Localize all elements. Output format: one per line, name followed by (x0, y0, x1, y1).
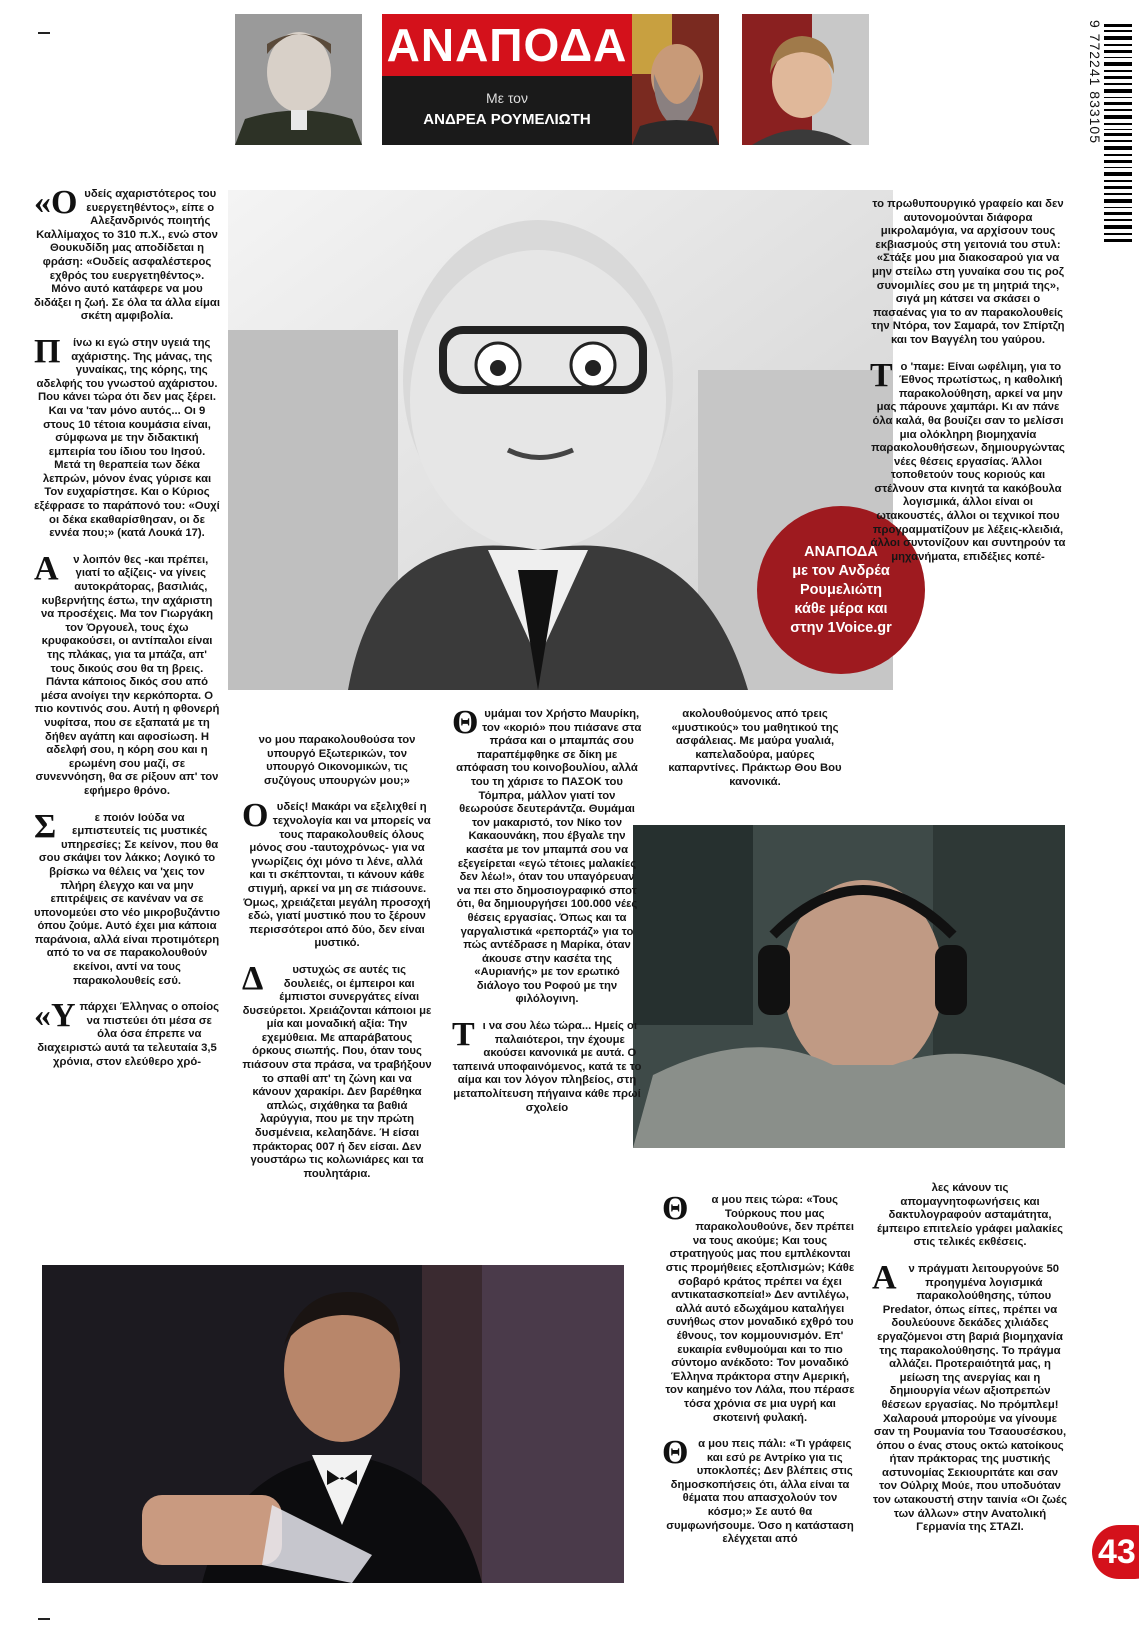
author-photo (632, 14, 719, 145)
paragraph-text: ν πράγματι λειτουργούνε 50 προηγμένα λογισμικά παρακολούθησης, τύπου Predator, όπως είπες, πρέπει να δουλεύουνε δεκάδες χιλιάδες εργαζόμενοι στη βαριά βιομηχανία της παρακολούθησης. Το πράγμα αλλάζει. Προτεραιότητά μας, η μείωση της ανεργίας και η δημιουργία νέων αξιοπρεπών θέσεων εργασίας. Νο πρόμπλεμ! Χαλαρουά μπορούμε να γίνουμε σαν τη Ρουμανία του Τσαουσέσκου, όπου ο ένας στους οκτώ κατοίκους ήταν πράκτορας της μυστικής αστυνομίας Σεκιουριτάτε και σαν τον Ούλριχ Μούε, που υποδυόταν τον ωτακουστή στην ταινία «Οι ζωές των άλλων» στην Ανατολική Γερμανία της ΣΤΑΖΙ. (873, 1262, 1067, 1534)
header-photo-left (235, 14, 362, 145)
column-header (382, 14, 719, 145)
article-column-5 (870, 198, 1066, 564)
paragraph (34, 997, 220, 1069)
drop-cap: «Υ (34, 997, 76, 1035)
paragraph (34, 807, 220, 989)
header-photo-right (742, 14, 869, 145)
promo-line: κάθε μέρα και (794, 600, 888, 617)
article-column-1 (34, 184, 220, 1069)
paragraph (34, 184, 220, 324)
paragraph-text: υδείς! Μακάρι να εξελιχθεί η τεχνολογία και να μπορείς να τους παρακολουθείς όλους μόνος σου -ταυτοχρόνως- για να γνωρίζεις όχι μόνο τι λένε, αλλά και τι σκέπτονται, τι κάνουν κάθε στιγμή, αρκεί να μη σε πιάσουνε. Όμως, χρειάζεται μεγάλη προσοχή εδώ, γιατί μυστικό που το ξέρουν περισσότεροι από δύο, δεν είναι μυστικό. (243, 801, 431, 950)
paragraph-text: το πρωθυπουργικό γραφείο και δεν αυτονομούνται διάφορα μικρολαμόγια, να αρχίσουν τους εκβιασμούς στη γειτονιά του στυλ: «Στάξε μου μια διακοσαρού για να μην στείλω στη γυναίκα σου τις ροζ συνομιλίες σου με τη μητριά της», σιγά μη κάτσει να σκάσει ο πασαένας για το αν παρακολουθείς την Ντόρα, τον Σαμαρά, τον Σπίρτζη και τον Βαγγέλη του γαύρου. (871, 198, 1065, 346)
paragraph-text: λες κάνουν τις απομαγνητοφωνήσεις και δακτυλογραφούν ασταμάτητα, έμπειρο επιτελείο γράφει μαλακίες στις τελικές εκθέσεις. (876, 1182, 1064, 1249)
paragraph-text: υστυχώς σε αυτές τις δουλειές, οι έμπειροι και έμπιστοι συνεργάτες είναι δυσεύρετοι. Χρειάζονται κάποιοι με μία και μοναδική αξία: Την εχεμύθεια. Με απαράβατους όρκους σιωπής. Που, όταν τους πιάσουν στα πράσα, να τραβήξουν το σπαθί απ' τη ζώνη και να κάνουν χαρακίρι. Δεν βαρέθηκα απλώς, σιχάθηκα τα βαθιά λαρύγγια, που με την πρώτη δυσμένεια, κελαηδάνε. Ή είσαι πράκτορας 007 ή δεν είσαι. Δεν γουστάρω τις κολωνιάρες και τα πουλητάρια. (242, 963, 432, 1180)
photo-man-with-headphones (633, 825, 1065, 1148)
paragraph-text: ο 'παμε: Είναι ωφέλιμη, για το Έθνος πρωτίστως, η καθολική παρακολούθηση, αρκεί να μην μας πάρουνε χαμπάρι. Κι αν πάνε όλα καλά, θα βουίζει σαν το μελίσσι μια ολόκληρη βιομηχανία παρακολουθήσεων, δημιουργώντας νέες θέσεις εργασίας. Άλλοι τοποθετούν τους κοριούς και στέλνουν στα κινητά τα κακόβουλα λογισμικά, άλλοι είναι οι ωτακουστές, άλλοι οι τεχνικοί που προγραμματίζουν με λέξεις-κλειδιά, άλλοι συντονίζουν και συντηρούν τα μηχανήματα, επιδέξιες κοπέ- (870, 360, 1066, 563)
paragraph (662, 1190, 858, 1425)
paragraph (660, 708, 850, 790)
drop-cap: Θ (662, 1190, 689, 1227)
article-column-7 (872, 1182, 1068, 1535)
drop-cap: Θ (662, 1434, 689, 1472)
drop-cap: Τ (870, 356, 893, 394)
article-column-4 (660, 708, 850, 790)
article-column-6 (662, 1190, 858, 1547)
page-number: 43 (1092, 1525, 1139, 1579)
crop-mark (38, 32, 50, 34)
paragraph-text: ν λοιπόν θες -και πρέπει, γιατί το αξίζεις- να γίνεις αυτοκράτορας, βασιλιάς, κυβερνήτης έστω, την αχάριστη να προσέχεις. Μα τον Γιωργάκη τον Όργουελ, τους έχω κρυφακούσει, οι αντίπαλοι είναι της πλάκας, για τα μπάζα, απ' τους δικούς σου θα τη βρεις. Πάντα κάποιος δικός σου από μέσα ανοίγει την κερκόπορτα. Ο πιο κοντινός σου. Αυτή η φθονερή νυφίτσα, που σε εξαπατά με τη δήθεν αγάπη και αφοσίωση. Η αδελφή σου, η κόρη σου και η ερωμένη σου μαζί, σε συνεννόηση, θα σε ρίξουν απ' τον εφήμερο θρόνο. (34, 553, 220, 797)
paragraph-text: ι να σου λέω τώρα... Ημείς οι παλαιότεροι, την έχουμε ακούσει κανονικά με αυτά. Ο ταπεινά υποφαινόμενος, κατά τε το αίμα και τον λόγον πληβείος, στη μεταπολίτευση πήγαινα κάθε πρωί σχολείο (452, 1020, 642, 1114)
promo-line: ΑΝΑΠΟΔΑ (804, 543, 878, 560)
paragraph-text: υδείς αχαριστότερος του ευεργετηθέντος», είπε ο Αλεξανδρινός ποιητής Καλλίμαχος το 310 π.Χ., ενώ στον Θουκυδίδη μας αποδίδεται η φράση: «Ουδείς ασφαλέστερος εχθρός του ευεργετηθέντος». Μόνο αυτό κατάφερε να μου διδάξει η ζωή. Σε όλα τα άλλα είμαι σκέτη αμφιβολία. (34, 188, 220, 323)
barcode-digits: 9 772241 833105 (1087, 20, 1103, 144)
drop-cap: Π (34, 332, 61, 370)
drop-cap: Τ (452, 1016, 475, 1054)
paragraph-text: ε ποιόν Ιούδα να εμπιστευτείς τις μυστικές υπηρεσίες; Σε κείνον, που θα σου σκάψει τον λάκκο; Λογικό το βρίσκω να θέλεις να 'χεις τον πλήρη έλεγχο και να μην επιτρέψεις σε κανέναν να σε υπονομεύει στο νέο μικροβυζάντιο όπου ζούμε. Αυτό έχει μια κάποια παράνοια, αλλά είναι προτιμότερη από το να σε παρακολουθούν εκείνοι, αντί να τους παρακολουθείς εσύ. (34, 811, 220, 987)
barcode (1104, 20, 1132, 245)
paragraph-text: ακολουθούμενος από τρεις «μυστικούς» του μαθητικού της ασφάλειας. Με μαύρα γυαλιά, καπελαδούρα, μαύρες καπαρντίνες. Πράκτωρ Θου Βου κανονικά. (668, 708, 842, 788)
paragraph (242, 734, 432, 788)
paragraph (452, 704, 642, 1007)
photo-man-in-tuxedo (42, 1265, 624, 1583)
paragraph-text: πάρχει Έλληνας ο οποίος να πιστεύει ότι μέσα σε όλα όσα έπρεπε να διαχειριστώ αυτά τα τελευταία 3,5 χρόνια, στον ελεύθερο χρό- (37, 1001, 220, 1068)
article-column-2 (242, 734, 432, 1181)
paragraph-text: α μου πεις τώρα: «Τους Τούρκους που μας παρακολουθούνε, δεν πρέπει να τους ακούμε; Και τους στρατηγούς μας που εμπλέκονται στις προμήθειες εξοπλισμών; Κάθε σοβαρό κράτος πρέπει να έχει αντικατασκοπεία!» Δεν αντιλέγω, αλλά αυτό εδωχάμου καταλήγει συνήθως στον μοναδικό εχθρό του έθνους, τον κομμουνισμόν. Επ' ευκαιρία ενθυμούμαι και το πιο σύντομο ανέκδοτο: Τον μοναδικό Έλληνα πράκτορα στην Αμερική, τον καημένο τον Λάλα, που πέρασε τόσα χρόνια σε μια υγρή και σκοτεινή φυλακή. (665, 1194, 855, 1424)
crop-mark (38, 1618, 50, 1620)
paragraph (242, 959, 432, 1182)
drop-cap: «Ο (34, 184, 78, 221)
promo-line: Ρουμελιώτη (799, 581, 882, 598)
paragraph (870, 356, 1066, 565)
drop-cap: Δ (242, 959, 264, 997)
paragraph-text: υμάμαι τον Χρήστο Μαυρίκη, τον «κοριό» που πιάσανε στα πράσα και ο μπαμπάς σου παραπέμφθηκε σε δίκη με απόφαση του κοινοβουλίου, αλλά του τη χάρισε το ΠΑΣΟΚ του Τόμπρα, μάλλον γιατί τον θεωρούσε δευτεράντζα. Θυμάμαι τον μακαριστό, τον Νίκο τον Κακαουνάκη, που έβγαλε την κασέτα με τον μπαμπά σου να εξεγείρεται «εγώ τέτοιες μαλακίες δεν λέω!», όταν του υπαγόρευαν να πει στο δημοσιογραφικό σποτ ότι, θα δημιουργήσει 100.000 νέες θέσεις εργασίας. Όπως και τα γαργαλιστικά «ρεπορτάζ» για το πώς αντέδρασε η Μαρίκα, όταν άκουσε στην κασέτα της «Αυριανής» με τον ερωτικό διάλογο του Ροφού με την φιλόλογινη. (456, 708, 642, 1006)
paragraph (872, 1258, 1068, 1535)
paragraph (872, 1182, 1068, 1250)
paragraph-text: νο μου παρακολουθούσα τον υπουργό Εξωτερικών, τον υπουργό Οικονομικών, τις συζύγους υπουργών μου;» (258, 734, 416, 787)
paragraph-text: α μου πεις πάλι: «Τι γράφεις και εσύ ρε Αντρίκο για τις υποκλοπές; Δεν βλέπεις στις δημοσκοπήσεις ότι, άλλα είναι τα θέματα που απασχολούν τον κόσμο;» Σε αυτό θα συμφωνήσουμε. Όσο η κατάσταση ελέγχεται από (666, 1438, 854, 1546)
column-subtitle: Με τον (486, 90, 528, 106)
column-author: ΑΝΔΡΕΑ ΡΟΥΜΕΛΙΩΤΗ (423, 111, 591, 128)
paragraph (452, 1016, 642, 1115)
drop-cap: Α (34, 549, 59, 587)
paragraph (34, 332, 220, 541)
paragraph-text: ίνω κι εγώ στην υγειά της αχάριστης. Της μάνας, της γυναίκας, της κόρης, της αδελφής του γνωστού αχάριστου. Που κάνει τώρα ότι δεν μας ξέρει. Και να 'ταν μόνο αυτός... Οι 9 στους 10 τέτοια κουμάσια είναι, σύμφωνα με την διδακτική εμπειρία του ίδιου του Ιησού. Μετά τη θεραπεία των δέκα λεπρών, μόνον ένας γύρισε και Τον ευχαρίστησε. Και ο Κύριος εξέφρασε το παράπονό του: «Ουχί οι δέκα εκαθαρίσθησαν, οι δε εννέα που;» (κατά Λουκά 17). (34, 336, 220, 540)
promo-line: στην 1Voice.gr (790, 619, 892, 636)
drop-cap: Θ (452, 704, 479, 741)
paragraph (662, 1434, 858, 1547)
column-title: ΑΝΑΠΟΔΑ (382, 14, 632, 76)
promo-line: με τον Ανδρέα (792, 562, 890, 579)
paragraph (34, 549, 220, 799)
paragraph (242, 797, 432, 951)
drop-cap: Α (872, 1258, 897, 1296)
article-column-3 (452, 704, 642, 1115)
paragraph (870, 198, 1066, 348)
drop-cap: Ο (242, 797, 269, 835)
drop-cap: Σ (34, 807, 57, 845)
